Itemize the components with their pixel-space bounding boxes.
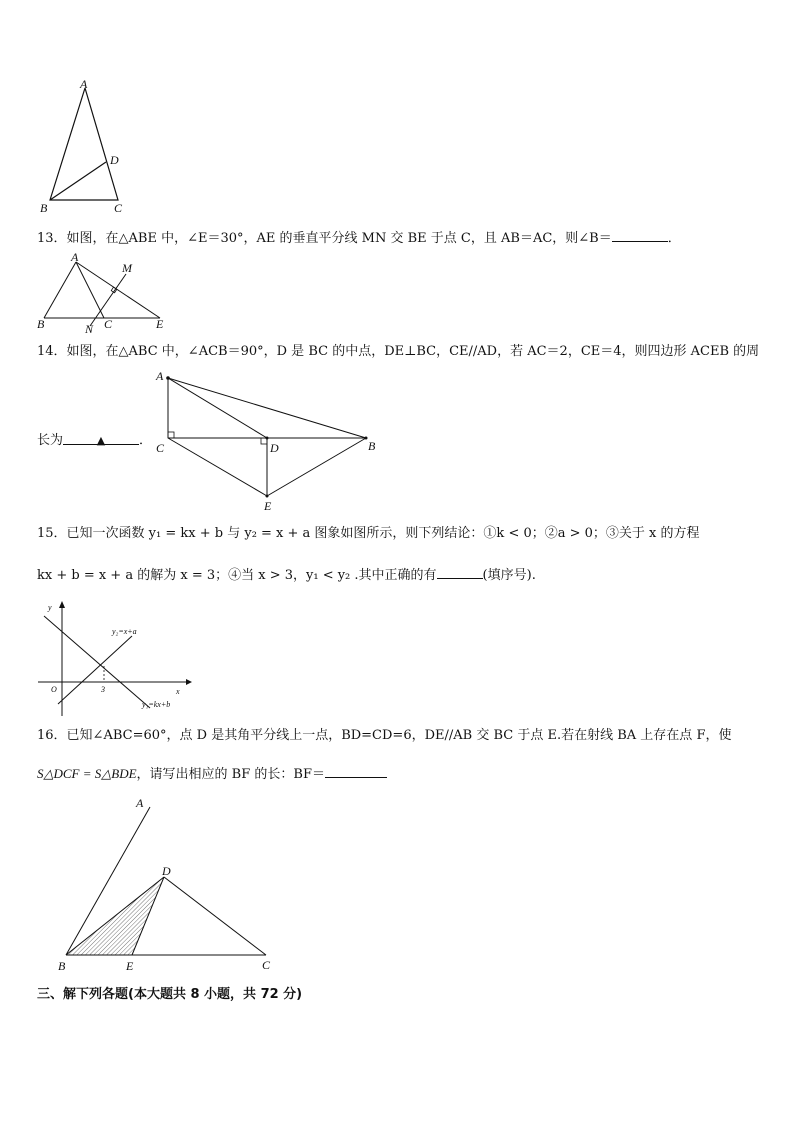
q13-text: 如图，在△ABE 中，∠E＝30°，AE 的垂直平分线 MN 交 BE 于点 C，且 AB＝AC，则∠B＝: [66, 231, 612, 246]
fig13-label-a: A: [71, 252, 79, 264]
question-16-line2: [37, 765, 387, 784]
fig15-label-y1: y₁=kx+b: [142, 700, 171, 709]
q15-line2: kx + b = x + a 的解为 x = 3；④当 x > 3，y₁ < y₂ .其中正确的有: [37, 568, 437, 583]
figure-q14: [150, 364, 390, 514]
fig15-label-3: 3: [101, 685, 105, 694]
fig13-label-c: C: [104, 317, 113, 331]
fig12-label-b: B: [40, 201, 48, 215]
fig15-label-o: O: [51, 685, 57, 694]
fig15-label-y: y: [48, 603, 52, 612]
fig14-label-e: E: [264, 499, 272, 513]
fig16-label-a: A: [136, 796, 144, 810]
question-14-line1: [37, 343, 759, 361]
fig14-label-a: A: [156, 369, 164, 383]
section-3-heading: 三、解下列各题(本大题共 8 小题，共 72 分): [37, 987, 303, 1002]
q14-line1: 如图，在△ABC 中，∠ACB＝90°，D 是 BC 的中点，DE⊥BC，CE//AD，若 AC＝2，CE＝4，则四边形 ACEB 的周: [66, 344, 760, 359]
q14-end: ．: [139, 433, 153, 448]
question-13: [37, 229, 681, 248]
q16-line2: ，请写出相应的 BF 的长：BF＝: [136, 767, 325, 782]
figure-q12: [30, 78, 140, 218]
question-15-line2: [37, 566, 536, 585]
fig13-label-n: N: [85, 322, 94, 334]
fig15-label-x: x: [176, 687, 180, 696]
fig14-label-d: D: [270, 441, 279, 455]
fig16-label-d: D: [162, 864, 171, 878]
q15-line2-end: (填序号).: [482, 568, 536, 583]
q15-number: 15．: [37, 526, 67, 541]
question-15-line1: [37, 525, 700, 543]
fig14-label-c: C: [156, 441, 165, 455]
q15-line1: 已知一次函数 y₁ = kx + b 与 y₂ = x + a 图象如图所示，则下列结论：①k < 0；②a > 0；③关于 x 的方程: [66, 526, 700, 541]
q16-answer-blank[interactable]: [325, 765, 387, 778]
figure-q16: [54, 795, 284, 980]
figure-q13: [34, 252, 174, 334]
fig16-label-e: E: [126, 959, 134, 973]
q13-answer-blank[interactable]: [612, 229, 668, 242]
q16-formula: S△DCF = S△BDE: [37, 766, 137, 781]
fig12-label-c: C: [114, 201, 123, 215]
fig16-label-c: C: [262, 958, 271, 972]
q14-answer-blank[interactable]: [63, 432, 139, 445]
q16-line1: 已知∠ABC=60°，点 D 是其角平分线上一点，BD=CD=6，DE//AB 交 BC 于点 E.若在射线 BA 上存在点 F，使: [66, 728, 732, 743]
fig12-label-a: A: [80, 78, 88, 91]
figure-q15: [34, 600, 194, 718]
fig13-label-m: M: [122, 261, 132, 275]
fig16-label-b: B: [58, 959, 66, 973]
fig12-label-d: D: [110, 153, 119, 167]
q14-number: 14．: [37, 344, 67, 359]
q14-line2: 长为: [37, 433, 64, 448]
q13-number: 13．: [37, 231, 67, 246]
q15-answer-blank[interactable]: [437, 566, 483, 579]
question-14-line2: [37, 432, 152, 450]
q13-end: ．: [667, 231, 681, 246]
q16-number: 16．: [37, 728, 67, 743]
fig14-label-b: B: [368, 439, 376, 453]
question-16-line1: [37, 727, 731, 745]
fig13-label-b: B: [37, 317, 45, 331]
fig13-label-e: E: [156, 317, 164, 331]
q14-blank-mark: ▲: [96, 434, 106, 447]
fig15-label-y2: y₂=x+a: [112, 627, 137, 636]
